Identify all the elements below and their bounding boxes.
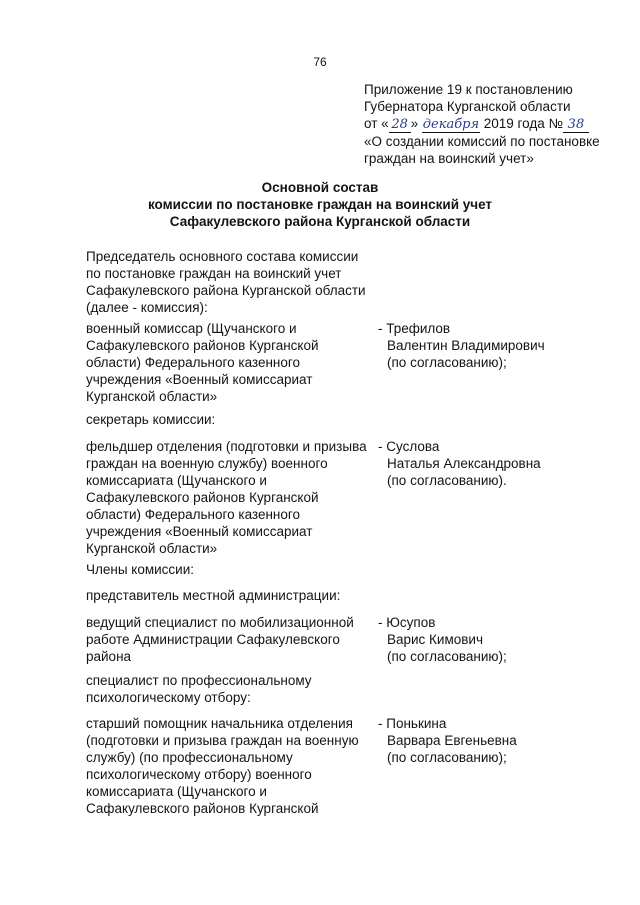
text-line: (подготовки и призыва граждан на военную [86,733,359,748]
member-position [86,320,376,405]
member-person [378,614,628,665]
document-title [0,179,640,230]
person-surname: - Суслова [378,439,440,454]
person-note: (по согласованию). [387,473,507,488]
appendix-line: граждан на воинский учет» [364,151,534,166]
text-line: граждан на военную службу) военного [86,456,328,471]
member-position [86,614,376,665]
title-line: Сафакулевского района Курганской области [169,214,471,229]
person-name: Варвара Евгеньевна [387,733,517,748]
member-person [378,320,628,371]
person-note: (по согласованию); [387,750,507,765]
member-position [86,715,376,817]
text-line: по постановке граждан на воинский учет [86,266,342,281]
text-line: секретарь комиссии: [86,412,216,427]
person-note: (по согласованию); [387,649,507,664]
chairman-heading [86,248,626,316]
text-line: учреждения «Военный комиссариат [86,372,313,387]
date-quote-close: » [410,116,419,131]
person-name: Валентин Владимирович [387,338,545,353]
text-line: области) Федерального казенного [86,355,301,370]
person-note: (по согласованию); [387,355,507,370]
text-line: старший помощник начальника отделения [86,716,353,731]
text-line: работе Администрации Сафакулевского [86,632,340,647]
date-year: 2019 года № [483,116,563,131]
person-surname: - Трефилов [378,321,451,336]
text-line: специалист по профессиональному [86,673,312,688]
text-line: представитель местной администрации: [86,588,341,603]
title-line: комиссии по постановке граждан на воинский учет [147,197,493,212]
page-number: 76 [313,55,327,69]
title-line: Основной состав [261,180,379,195]
text-line: Сафакулевского районов Курганской [86,338,319,353]
text-line: Сафакулевского районов Курганской [86,490,319,505]
handwritten-month: декабря [422,117,480,132]
person-surname: - Понькина [378,716,447,731]
appendix-line: «О создании комиссий по постановке [364,134,600,149]
text-line: области) Федерального казенного [86,507,301,522]
person-name: Наталья Александровна [387,456,541,471]
text-line: (далее - комиссия): [86,300,208,315]
text-line: военный комиссар (Щучанского и [86,321,297,336]
person-surname: - Юсупов [378,615,436,630]
text-line: фельдшер отделения (подготовки и призыва [86,439,367,454]
text-line: комиссариата (Щучанского и [86,473,267,488]
text-line: Члены комиссии: [86,562,195,577]
text-line: Председатель основного состава комиссии [86,249,359,264]
date-prefix: от « [364,116,389,131]
text-line: Курганской области» [86,541,218,556]
handwritten-number: 38 [563,117,589,133]
text-line: ведущий специалист по мобилизационной [86,615,354,630]
handwritten-day: 28 [389,117,411,133]
text-line: психологическому отбору) военного [86,767,312,782]
secretary-heading [86,411,626,428]
member-person [378,438,628,489]
person-name: Варис Кимович [387,632,484,647]
members-heading [86,561,626,578]
appendix-line: Губернатора Курганской области [364,99,571,114]
member-position [86,438,376,557]
appendix-line: Приложение 19 к постановлению [364,82,573,97]
text-line: Сафакулевского районов Курганской [86,801,319,816]
text-line: Курганской области» [86,389,218,404]
text-line: Сафакулевского района Курганской области [86,283,366,298]
psych-heading [86,672,626,706]
local-admin-heading [86,587,626,604]
appendix-header [364,81,626,167]
text-line: учреждения «Военный комиссариат [86,524,313,539]
appendix-date-line [364,115,626,133]
text-line: службу) (по профессиональному [86,750,293,765]
text-line: района [86,649,132,664]
text-line: комиссариата (Щучанского и [86,784,267,799]
text-line: психологическому отбору: [86,690,251,705]
member-person [378,715,628,766]
